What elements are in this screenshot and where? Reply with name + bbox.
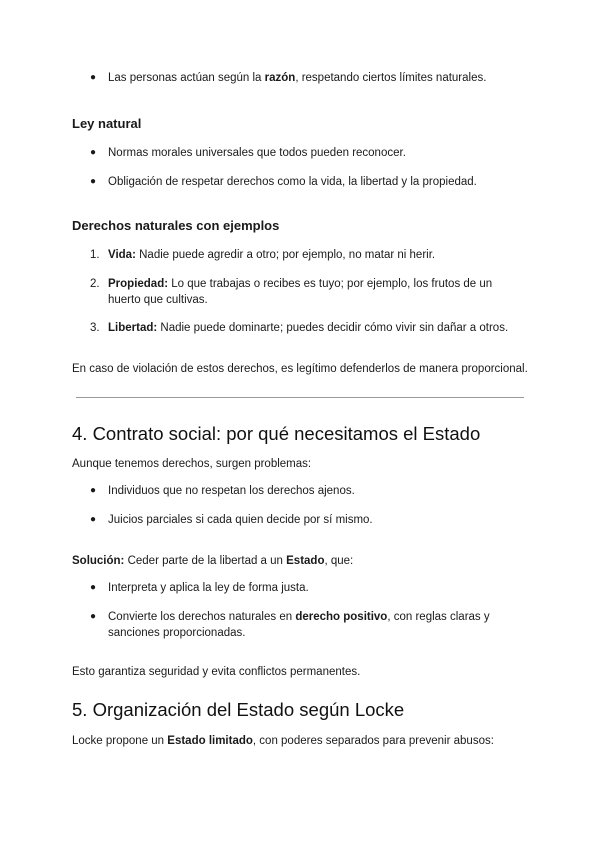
heading-section-4: 4. Contrato social: por qué necesitamos el Estado [72,423,481,444]
paragraph: Aunque tenemos derechos, surgen problemas: [72,458,312,470]
horizontal-divider [76,397,524,398]
heading-section-5: 5. Organización del Estado según Locke [72,699,405,720]
bullet-icon: ● [90,485,97,496]
heading-derechos-naturales: Derechos naturales con ejemplos [72,218,280,233]
paragraph: En caso de violación de estos derechos, es legítimo defenderlos de manera proporcional. [72,363,528,375]
document-page: ● Las personas actúan según la razón, respetando ciertos límites naturales. Ley natural ● Normas morales universales que todos pueden reconocer. ● Obligación de respetar derechos como la vida, la libertad y la propiedad. Derechos naturales con ejemplos 1. Vida: Nadie puede agredir a otro; por ejemplo, no matar ni herir. 2. Propiedad: Lo que trabajas o recibes es tuyo; por ejemplo, los frutos de un huerto que cultivas. 3. Libertad: Nadie puede dominarte; puedes decidir cómo vivir sin dañar a otros. En caso de violación de estos derechos, es legítimo defenderlos de manera proporcional. 4. Contrato social: por qué necesitamos el Estado Aunque tenemos derechos, surgen problemas: ● Individuos que no respetan los derechos ajenos. ● Juicios parciales si cada quien decide por sí mismo. Solución: Ceder parte de la libertad a un Estado, que: ● Interpreta y aplica la ley de forma justa. ● Convierte los derechos naturales en derecho positivo, con reglas claras y sanciones proporcionadas. Esto garantiza seguridad y evita conflictos permanentes. 5. Organización del Estado según Locke Locke propone un Estado limitado, con poderes separados para prevenir abusos: [0,0,600,848]
paragraph: Locke propone un Estado limitado, con poderes separados para prevenir abusos: [72,735,494,747]
paragraph: Esto garantiza seguridad y evita conflictos permanentes. [72,666,361,678]
bullet-icon: ● [90,147,97,158]
heading-ley-natural: Ley natural [72,116,142,131]
bullet-icon: ● [90,582,97,593]
paragraph-solucion: Solución: Ceder parte de la libertad a un Estado, que: [72,555,354,567]
bullet-icon: ● [90,176,97,187]
bullet-icon: ● [90,611,97,622]
bullet-icon: ● [90,72,97,83]
bullet-icon: ● [90,514,97,525]
